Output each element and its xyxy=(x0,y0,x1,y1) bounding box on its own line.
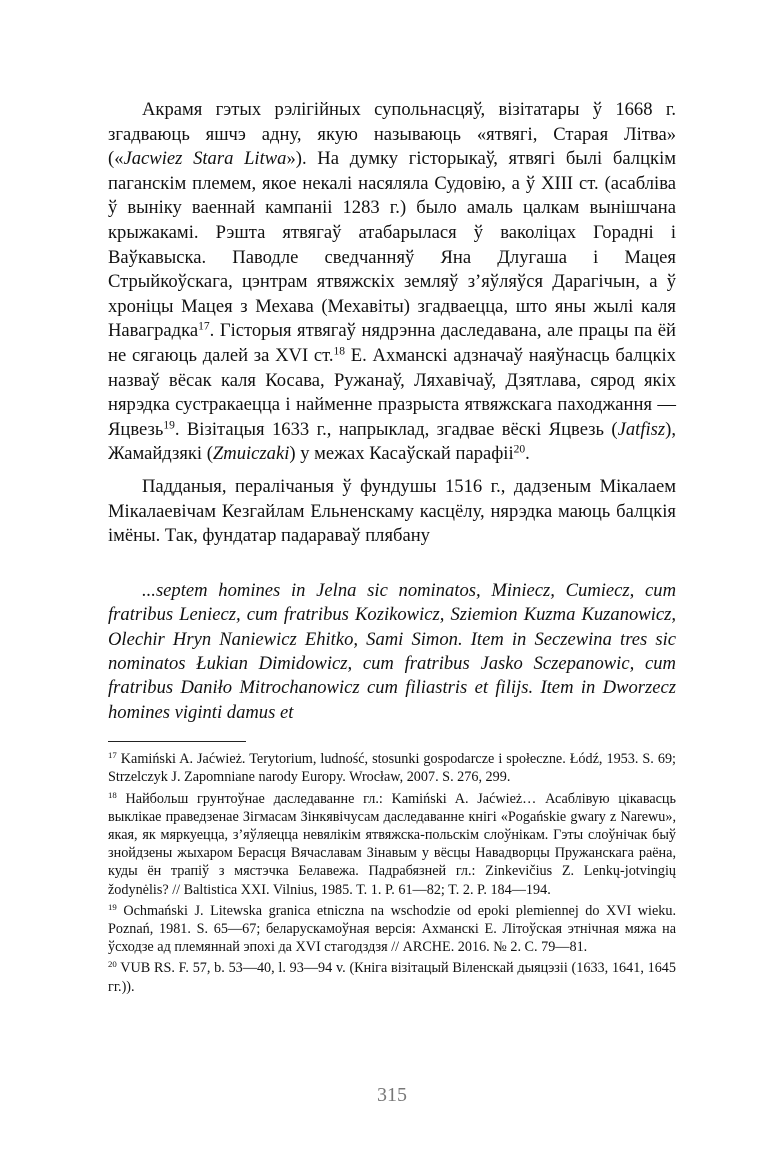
footnote-number: 18 xyxy=(108,789,117,800)
footnote-number: 20 xyxy=(108,959,117,970)
text-run: ) у межах Касаўскай парафіі xyxy=(289,443,514,465)
footnote-ref: 18 xyxy=(333,345,346,358)
page-content xyxy=(108,98,676,999)
footnote-ref: 20 xyxy=(513,443,526,456)
footnote-ref: 19 xyxy=(163,419,175,432)
text-run: . Гісторыя ятвягаў нядрэнна даследавана, але працы па ёй не сягаюць далей за XVI ст. xyxy=(108,320,676,366)
footnote xyxy=(108,790,676,899)
footnote-text: VUB RS. F. 57, b. 53—40, l. 93—94 v. (Кніга візітацый Віленскай дыяцэзіі (1633, 1641, 1645 гг.)). xyxy=(108,960,676,995)
text-run: . xyxy=(525,443,530,465)
paragraph xyxy=(108,98,676,467)
page-number: 315 xyxy=(377,1084,407,1106)
text-run: Акрамя гэтых рэлігійных супольнасцяў, візітатары ў 1668 г. згадваюць яшчэ адну, якую называюць «ятвягі, Старая Літва» (« xyxy=(108,99,676,170)
footnote-ref: 17 xyxy=(198,321,210,334)
text-run: . Візітацыя 1633 г., напрыклад, згадвае вёскі Яцвезь ( xyxy=(174,418,618,440)
italic-text: Zmuiczaki xyxy=(212,443,290,465)
text-run: Е. Ахманскі адзначаў наяўнасць балцкіх назваў вёсак каля Косава, Ружанаў, Ляхавічаў, Дзятлава, сярод якіх нярэдка сустракаецца і найменне празрыста ятвяжскага паходжання — Яцвезь xyxy=(108,344,676,440)
footnote-text: Найбольш грунтоўнае даследаванне гл.: Kamiński A. Jaćwież… Асаблівую цікавасць выклікае праведзенае Зігмасам Зінкявічусам даследаванне кнігі «Pogańskie gwary z Narewu», якая, як мяркуецца, з’яўляецца невялікім ятвяжска-польскім слоўнікам. Гэты слоўнічак быў знойдзены жыхаром Берасця Вячаславам Зінавым у вёсцы Навадворцы Пружанскага раёна, куды ён трапіў з мястэчка Белавежа. Падрабязней гл.: Zinkevičius Z. Lenkų-jotvingių žodynėlis? // Baltistica XXI. Vilnius, 1985. T. 1. P. 61—82; T. 2. P. 184—194. xyxy=(108,790,676,898)
italic-text: Jacwiez Stara Litwa xyxy=(123,148,287,170)
paragraph xyxy=(108,475,676,549)
text-run: Падданыя, пералічаныя ў фундушы 1516 г., дадзеным Мікалаем Мікалаевічам Кезгайлам Ельненскаму касцёлу, нярэдка маюць балцкія імёны. Так, фундатар падараваў плябану xyxy=(108,475,676,547)
footnote xyxy=(108,959,676,995)
footnote-text: Ochmański J. Litewska granica etniczna na wschodzie od epoki plemiennej do XVI wieku. Poznań, 1981. S. 65—67; беларускамоўная версія: Ахманскі Е. Літоўская этнічная мяжа на ўсходзе ад племяннай эпохі да XVI стагодздзя // ARCHE. 2016. № 2. С. 79—81. xyxy=(108,902,676,956)
body-text xyxy=(108,98,676,549)
text-run: ), Жамайдзякі ( xyxy=(108,418,676,465)
footnote-number: 19 xyxy=(108,901,117,912)
footnote xyxy=(108,750,676,786)
latin-quote: ...septem homines in Jelna sic nominatos, Miniecz, Cumiecz, cum fratribus Leniecz, cum fratribus Kozikowicz, Sziemion Kuzma Kuzanowicz, Olechir Hryn Naniewicz Ehitko, Sami Simon. Item in Seczewina tres sic nominatos Łukian Dimidowicz, cum fratribus Jasko Sczepanowic, cum fratribus Daniło Mitrochanowicz cum filiastris et filijs. Item in Dworzecz homines viginti damus et xyxy=(108,579,676,723)
text-run: »). На думку гісторыкаў, ятвягі былі балцкім паганскім племем, якое некалі насяляла Судовію, а ў XIII ст. (асабліва ў выніку ваеннай кампаніі 1283 г.) было амаль цалкам вынішчана крыжакамі. Рэшта ятвягаў атабарылася ў ваколіцах Горадні і Ваўкавыска. Паводле сведчанняў Яна Длугаша і Мацея Стрыйкоўскага, цэнтрам ятвяжскіх земляў з’яўляўся Дарагічын, а ў хроніцы Мацея з Мехава (Мехавіты) згадваецца, што яны жылі каля Наваградка xyxy=(108,148,676,342)
footnote-text: Kamiński A. Jaćwież. Terytorium, ludność, stosunki gospodarcze i społeczne. Łódź, 1953. S. 69; Strzelczyk J. Zapomniane narody Europy. Wrocław, 2007. S. 276, 299. xyxy=(108,751,676,786)
footnotes xyxy=(108,750,676,996)
footnote xyxy=(108,902,676,957)
footnote-number: 17 xyxy=(108,750,117,761)
footnote-divider xyxy=(108,741,246,742)
italic-text: Jatfisz xyxy=(617,418,666,440)
